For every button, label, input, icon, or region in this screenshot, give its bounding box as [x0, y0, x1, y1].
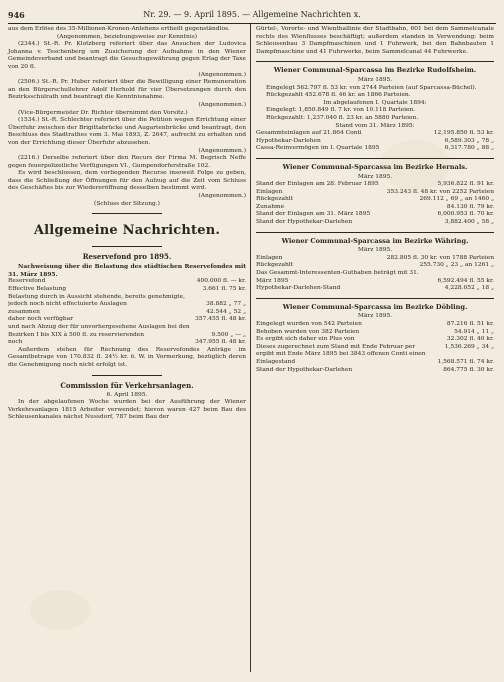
separator	[256, 298, 494, 299]
row-value: 400.000 fl. — kr.	[196, 278, 246, 285]
row-value: 84.130 fl. 79 kr.	[446, 203, 494, 210]
row-label: Hypothekar-Darlehen-Stand	[256, 285, 341, 292]
table-row	[256, 211, 494, 219]
row-value: 9.500 „ — „	[211, 331, 246, 338]
waehring-table	[256, 255, 494, 293]
row-value: 87.216 fl. 51 kr.	[446, 321, 494, 327]
table-row	[256, 344, 494, 352]
paragraph: (2344.) St.-R. Pr. Klotzberg referiert über das Ansuchen der Ludovica Johanna v. Teschenberg um Zusicherung der Aufnahme in den Wiener Gemeindeverband und beantragt die Gesuchsgewährung gegen Erlag der Taxe von 20 fl.	[8, 41, 246, 70]
paragraph: Im abgelaufenen I. Quartale 1894:	[323, 99, 427, 106]
table-row	[256, 329, 494, 337]
row-label: Belastung durch in Aussicht stehende, bereits genehmigte, jedoch noch nicht effectuierte Auslagen	[8, 293, 185, 308]
separator	[92, 246, 162, 247]
hernals-table	[256, 189, 494, 227]
doebling-table	[256, 321, 494, 374]
left-column	[8, 26, 246, 422]
row-label: und nach Abzug der für unvorhergesehene Auslagen bei den Bezirken I bis XIX à 500 fl. zu reservierenden	[8, 324, 190, 338]
table-row	[8, 286, 246, 294]
vote-note: (Angenommen.)	[198, 71, 246, 78]
row-label: Hypothekar-Darlehen	[256, 137, 321, 144]
row-value: 6,317.780 „ 88 „	[444, 145, 494, 152]
row-value: 32.302 fl. 40 kr.	[446, 336, 494, 343]
paragraph: Gürtel-, Vororte- und Wienthallinie der Stadtbahn, 601 bei dem Sammelcanale rechts des Wienflusses beschäftigt; außerdem standen in Verwendung: beim Schleusenbau 3 Dampfmaschinen und 1 Fuhrwerk, bei den Bahnbauten 1 Dampfmaschine und 41 Fuhrwerke, beim Sammelcanal 44 Fuhrwerke.	[256, 26, 494, 55]
session-end: (Schluss der Sitzung.)	[94, 200, 160, 207]
paragraph: (2216.) Derselbe referiert über den Recurs der Firma M. Begrisch Neffe gegen feuerpolizeiliche Verfügungen VI., Gumpendorferstraße 102.	[8, 155, 246, 169]
separator	[256, 158, 494, 159]
row-value: 12,195.850 fl. 53 kr.	[433, 130, 494, 137]
subheading: Commission für Verkehrsanlagen.	[60, 380, 194, 390]
table-row	[256, 196, 494, 204]
row-label: Eingelegt wurden von 542 Parteien	[256, 321, 362, 327]
sparcassa-title: Wiener Communal-Sparcassa im Bezirke Währing.	[281, 236, 469, 245]
paragraph: aus dem Erlöse des 35-Millionen-Kronen-Anlehens ertheilt gegenständlos.	[8, 26, 230, 32]
month: März 1895.	[357, 313, 393, 320]
date-line: 6. April 1895.	[106, 391, 148, 398]
separator	[256, 232, 494, 233]
paragraph: Rückgezahlt 452.678 fl. 46 kr. an 1866 Parteien.	[266, 92, 411, 99]
vote-note: (Angenommen.)	[198, 147, 246, 154]
section-heading: Allgemeine Nachrichten.	[33, 223, 221, 239]
row-value: 4,228.052 „ 18 „	[444, 285, 494, 292]
column-divider	[250, 24, 251, 672]
reserve-table	[8, 278, 246, 346]
paragraph: In der abgelaufenen Woche wurden bei der Ausführung der Wiener Verkehrsanlagen 1815 Arbeiter verwendet; hievon waren 427 beim Bau des Schleusenkanales nächst Nussdorf, 787 beim Bau der	[8, 399, 246, 421]
row-label: zusammen	[8, 308, 40, 315]
page-number: 946	[8, 10, 25, 20]
row-value: 255.730 „ 23 „ an 1261 „	[419, 262, 494, 269]
row-label: Reservefond	[8, 278, 46, 285]
row-value: 6,000.953 fl. 70 kr.	[437, 211, 494, 218]
table-row	[256, 351, 494, 366]
stand-table	[256, 130, 494, 153]
table-row	[256, 367, 494, 375]
row-value: 357.455 fl. 48 kr.	[195, 316, 246, 323]
row-label: Stand der Hypothekar-Darlehen	[256, 366, 353, 373]
row-value: 6,592.494 fl. 55 kr.	[437, 277, 494, 284]
table-row	[8, 339, 246, 347]
table-row	[256, 189, 494, 197]
row-label: Einlagen	[256, 188, 283, 195]
row-label: Rückgezahlt	[256, 196, 294, 203]
table-row	[8, 324, 246, 339]
row-label: Es ergibt sich daher ein Plus von	[256, 336, 355, 343]
table-row	[8, 316, 246, 324]
row-value: 3,882.400 „ 58 „	[444, 219, 494, 226]
table-row	[256, 130, 494, 138]
table-row	[256, 145, 494, 153]
table-row	[256, 138, 494, 146]
vote-note: (Angenommen, beziehungsweise zur Kenntnis)	[56, 33, 198, 40]
row-value: 282.805 fl. 30 kr. von 1788 Parteien	[386, 254, 494, 261]
row-value: 38.882 „ 77 „	[206, 301, 246, 308]
separator	[256, 61, 494, 62]
row-label: noch	[8, 339, 23, 346]
paragraph: Stand vom 31. März 1895:	[335, 122, 415, 129]
month: März 1895.	[357, 76, 393, 83]
row-label: Effective Belastung	[8, 286, 67, 293]
row-value: 353.243 fl. 48 kr. von 2252 Parteien	[386, 188, 494, 195]
row-label: ergibt mit Ende März 1895 bei 3843 offenen Conti einen Einlagestand	[256, 351, 426, 365]
paragraph: Rückgezahlt: 1,237.040 fl. 23 kr. an 5880 Parteien.	[266, 114, 419, 121]
subheading: Reservefond pro 1895.	[82, 252, 172, 262]
row-label: daher noch verfügbar	[8, 316, 74, 323]
sparcassa-title: Wiener Communal-Sparcassa im Bezirke Döbling.	[282, 302, 468, 311]
sparcassa-title: Wiener Communal-Sparcassa im Bezirke Rudolfsheim.	[273, 66, 477, 75]
sparcassa-title: Wiener Communal-Sparcassa im Bezirke Hernals.	[282, 162, 468, 171]
paragraph: Eingelegt 562.797 fl. 53 kr. von 2744 Parteien (auf Sparcassa-Büchel).	[266, 84, 477, 91]
paragraph: (Vice-Bürgermeister Dr. Richter übernimmt den Vorsitz.)	[18, 109, 188, 116]
table-row	[256, 204, 494, 212]
month: März 1895.	[357, 247, 393, 254]
separator	[92, 213, 162, 214]
page-header	[8, 8, 496, 22]
statement-title: Nachweisung über die Belastung des städtischen Reservefondes mit 31. März 1895.	[8, 263, 246, 278]
table-row	[256, 336, 494, 344]
row-label: Einlagen	[256, 254, 283, 261]
row-value: 864.775 fl. 30 kr.	[443, 366, 494, 373]
month: März 1895.	[357, 173, 393, 180]
table-row	[256, 219, 494, 227]
row-label: Gesammteinlagen auf 21.864 Conti	[256, 130, 362, 137]
row-label: Behoben wurden von 382 Parteien	[256, 328, 360, 335]
table-row	[256, 285, 494, 293]
row-value: 1,536.269 „ 34 „	[444, 343, 494, 350]
table-row	[8, 309, 246, 317]
row-value: 42.544 „ 52 „	[206, 308, 246, 315]
paragraph: (1534.) St.-R. Schlechter referiert über die Petition wegen Errichtung einer Überfuhr zwischen der Brigittabrücke und Augartenbrücke und beantragt, den Beschluss des Stadtrathes vom 3. Mai 1893, Z. 2647, aufrecht zu erhalten und von der Errichtung dieser Überfuhr abzusehen.	[8, 117, 246, 146]
separator	[92, 375, 162, 376]
header-rule	[8, 23, 496, 24]
table-row	[8, 278, 246, 286]
table-row	[256, 255, 494, 263]
table-row	[8, 294, 246, 309]
row-value: 6,589.303 „ 78 „	[444, 137, 494, 144]
right-column	[256, 26, 494, 374]
row-value: 3.661 fl. 75 kr.	[202, 286, 246, 293]
table-row	[256, 321, 494, 329]
row-label: Stand der Einlagen am 31. März 1895	[256, 211, 371, 218]
running-title: Nr. 29. — 9. April 1895. — Allgemeine Nachrichten x.	[143, 10, 361, 19]
vote-note: (Angenommen.)	[198, 193, 246, 200]
row-label: Das Gesammt-Interessenten-Guthaben beträgt mit 31. März 1895	[256, 270, 419, 284]
row-label: Stand der Hypothekar-Darlehen	[256, 219, 353, 226]
table-row	[256, 262, 494, 270]
row-value: 54.914 „ 11 „	[454, 328, 494, 335]
row-value: 1,568.571 fl. 74 kr.	[437, 358, 494, 365]
paragraph: Es wird beschlossen, dem vorliegenden Recurse insoweit Folge zu geben, dass die Schließung der Öffnungen für den Aufzug auf die Zeit vom Schluss des Geschäftes bis zur Wiedereröffnung desselben bestimmt wird.	[8, 170, 246, 192]
row-label: Zunahme	[256, 203, 285, 210]
table-row	[256, 270, 494, 285]
row-label: Rückgezahlt	[256, 262, 294, 269]
paragraph: Eingelegt: 1,850.849 fl. 7 kr. von 10.118 Parteien.	[266, 107, 416, 114]
paragraph: Außerdem stehen für Rechnung des Reservefondes Anträge im Gesamtbetrage von 170.832 fl. 24½ kr. ö. W. in Vormerkung, bezüglich deren die Genehmigung noch nicht erfolgt ist.	[8, 346, 246, 368]
paper-stain	[30, 590, 90, 630]
row-label: Cassa-Reinvermögen im I. Quartale 1895	[256, 145, 380, 152]
row-value: 269.112 „ 69 „ an 1460 „	[419, 196, 494, 203]
vote-note: (Angenommen.)	[198, 101, 246, 108]
row-value: 347.955 fl. 48 kr.	[195, 339, 246, 346]
paragraph: (2506.) St.-R. Pr. Huber referiert über die Bewilligung einer Remuneration an den Bürgerschullehrer Adolf Herhold für vier Übersetzungen durch den Bezirksschulrath und beantragt die Kenntnisnahme.	[8, 79, 246, 101]
table-row: Stand der Einlagen am 28. Februar 1895 5,936.822 fl. 91 kr.	[256, 181, 494, 188]
row-label: Dieses zugerechnet zum Stand mit Ende Februar per	[256, 343, 416, 350]
